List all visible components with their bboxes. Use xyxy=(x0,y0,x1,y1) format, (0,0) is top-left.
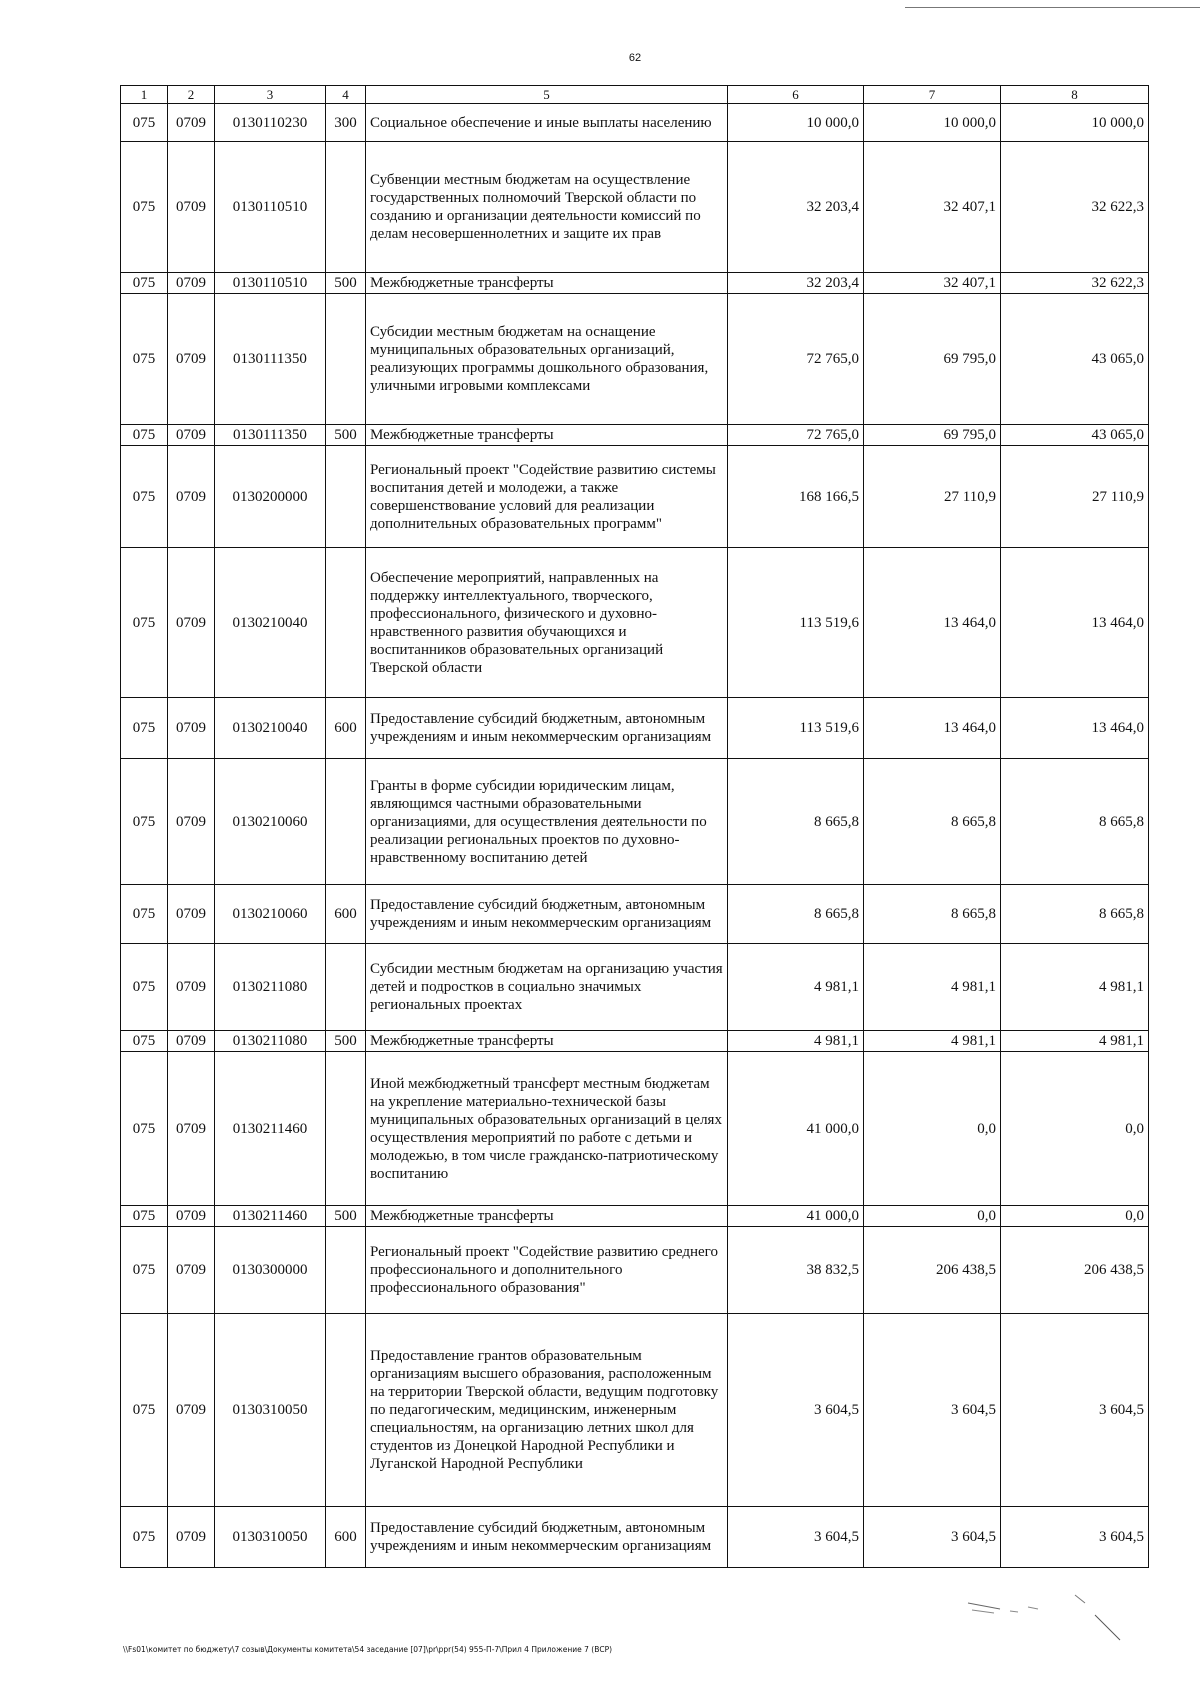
cell-amount-1: 32 203,4 xyxy=(728,273,864,294)
cell-ministry: 075 xyxy=(121,294,168,425)
cell-section: 0709 xyxy=(168,294,215,425)
cell-section: 0709 xyxy=(168,104,215,142)
cell-target-article: 0130110510 xyxy=(215,273,326,294)
budget-table-container xyxy=(120,85,1148,1568)
cell-amount-1: 38 832,5 xyxy=(728,1227,864,1314)
cell-amount-3: 13 464,0 xyxy=(1001,698,1149,759)
cell-target-article: 0130210060 xyxy=(215,759,326,885)
cell-section: 0709 xyxy=(168,1227,215,1314)
cell-amount-2: 8 665,8 xyxy=(864,759,1001,885)
table-row xyxy=(121,1314,1149,1507)
cell-target-article: 0130210040 xyxy=(215,698,326,759)
cell-amount-1: 3 604,5 xyxy=(728,1507,864,1568)
cell-section: 0709 xyxy=(168,1206,215,1227)
cell-description: Региональный проект "Содействие развитию среднего профессионального и дополнительного профессионального образования" xyxy=(366,1227,728,1314)
cell-expense-type xyxy=(326,446,366,548)
table-row xyxy=(121,944,1149,1031)
cell-expense-type: 500 xyxy=(326,425,366,446)
cell-target-article: 0130210040 xyxy=(215,548,326,698)
table-row xyxy=(121,548,1149,698)
cell-description: Межбюджетные трансферты xyxy=(366,1031,728,1052)
cell-expense-type xyxy=(326,759,366,885)
budget-table xyxy=(120,85,1149,1568)
cell-description: Предоставление субсидий бюджетным, автономным учреждениям и иным некоммерческим организациям xyxy=(366,698,728,759)
cell-expense-type: 500 xyxy=(326,1031,366,1052)
cell-ministry: 075 xyxy=(121,1031,168,1052)
cell-amount-1: 113 519,6 xyxy=(728,548,864,698)
cell-expense-type xyxy=(326,944,366,1031)
cell-section: 0709 xyxy=(168,698,215,759)
cell-target-article: 0130211080 xyxy=(215,944,326,1031)
header-col-8: 8 xyxy=(1001,86,1149,104)
cell-target-article: 0130211460 xyxy=(215,1052,326,1206)
header-col-2: 2 xyxy=(168,86,215,104)
cell-amount-1: 8 665,8 xyxy=(728,885,864,944)
cell-section: 0709 xyxy=(168,548,215,698)
cell-amount-3: 206 438,5 xyxy=(1001,1227,1149,1314)
cell-target-article: 0130211460 xyxy=(215,1206,326,1227)
table-row xyxy=(121,1052,1149,1206)
cell-amount-3: 3 604,5 xyxy=(1001,1314,1149,1507)
cell-amount-1: 168 166,5 xyxy=(728,446,864,548)
cell-description: Предоставление субсидий бюджетным, автономным учреждениям и иным некоммерческим организациям xyxy=(366,1507,728,1568)
cell-ministry: 075 xyxy=(121,698,168,759)
cell-amount-3: 8 665,8 xyxy=(1001,885,1149,944)
cell-ministry: 075 xyxy=(121,548,168,698)
cell-section: 0709 xyxy=(168,273,215,294)
cell-amount-3: 43 065,0 xyxy=(1001,294,1149,425)
cell-section: 0709 xyxy=(168,885,215,944)
cell-target-article: 0130211080 xyxy=(215,1031,326,1052)
cell-target-article: 0130111350 xyxy=(215,294,326,425)
footer-file-path: \\Fs01\комитет по бюджету\7 созыв\Документы комитета\54 заседание [07]\pr\ppr(54) 955-П-7\Прил 4 Приложение 7 (ВСР) xyxy=(123,1645,613,1654)
cell-amount-2: 13 464,0 xyxy=(864,698,1001,759)
cell-amount-2: 27 110,9 xyxy=(864,446,1001,548)
cell-amount-1: 41 000,0 xyxy=(728,1206,864,1227)
table-row xyxy=(121,1206,1149,1227)
header-col-7: 7 xyxy=(864,86,1001,104)
cell-section: 0709 xyxy=(168,142,215,273)
cell-ministry: 075 xyxy=(121,944,168,1031)
cell-amount-2: 0,0 xyxy=(864,1206,1001,1227)
cell-ministry: 075 xyxy=(121,273,168,294)
cell-section: 0709 xyxy=(168,425,215,446)
cell-ministry: 075 xyxy=(121,1052,168,1206)
cell-amount-3: 32 622,3 xyxy=(1001,142,1149,273)
cell-expense-type xyxy=(326,294,366,425)
cell-section: 0709 xyxy=(168,1314,215,1507)
header-col-4: 4 xyxy=(326,86,366,104)
cell-target-article: 0130111350 xyxy=(215,425,326,446)
cell-ministry: 075 xyxy=(121,425,168,446)
cell-target-article: 0130310050 xyxy=(215,1507,326,1568)
cell-amount-2: 3 604,5 xyxy=(864,1314,1001,1507)
cell-amount-2: 3 604,5 xyxy=(864,1507,1001,1568)
cell-description: Межбюджетные трансферты xyxy=(366,1206,728,1227)
cell-amount-2: 8 665,8 xyxy=(864,885,1001,944)
cell-description: Субсидии местным бюджетам на организацию участия детей и подростков в социально значимых региональных проектах xyxy=(366,944,728,1031)
header-row xyxy=(121,86,1149,104)
cell-description: Субсидии местным бюджетам на оснащение муниципальных образовательных организаций, реализующих программы дошкольного образования, уличными игровыми комплексами xyxy=(366,294,728,425)
cell-description: Региональный проект "Содействие развитию системы воспитания детей и молодежи, а также совершенствование условий для реализации дополнительных образовательных программ" xyxy=(366,446,728,548)
page-number: 62 xyxy=(628,52,642,64)
header-col-1: 1 xyxy=(121,86,168,104)
cell-amount-1: 3 604,5 xyxy=(728,1314,864,1507)
cell-section: 0709 xyxy=(168,446,215,548)
cell-ministry: 075 xyxy=(121,446,168,548)
cell-amount-3: 0,0 xyxy=(1001,1052,1149,1206)
cell-expense-type: 500 xyxy=(326,1206,366,1227)
header-col-5: 5 xyxy=(366,86,728,104)
cell-amount-3: 8 665,8 xyxy=(1001,759,1149,885)
cell-amount-3: 43 065,0 xyxy=(1001,425,1149,446)
table-row xyxy=(121,273,1149,294)
cell-description: Субвенции местным бюджетам на осуществление государственных полномочий Тверской области по созданию и организации деятельности комиссий по делам несовершеннолетних и защите их прав xyxy=(366,142,728,273)
cell-amount-2: 4 981,1 xyxy=(864,1031,1001,1052)
handwritten-marks xyxy=(960,1585,1130,1665)
cell-amount-2: 4 981,1 xyxy=(864,944,1001,1031)
cell-amount-3: 4 981,1 xyxy=(1001,944,1149,1031)
cell-description: Межбюджетные трансферты xyxy=(366,273,728,294)
cell-ministry: 075 xyxy=(121,759,168,885)
top-edge-line xyxy=(905,7,1200,8)
cell-expense-type: 300 xyxy=(326,104,366,142)
table-row xyxy=(121,104,1149,142)
cell-ministry: 075 xyxy=(121,142,168,273)
cell-section: 0709 xyxy=(168,1031,215,1052)
table-row xyxy=(121,698,1149,759)
cell-target-article: 0130110230 xyxy=(215,104,326,142)
cell-expense-type: 600 xyxy=(326,1507,366,1568)
cell-amount-2: 32 407,1 xyxy=(864,142,1001,273)
cell-amount-2: 69 795,0 xyxy=(864,425,1001,446)
cell-amount-1: 113 519,6 xyxy=(728,698,864,759)
cell-amount-3: 27 110,9 xyxy=(1001,446,1149,548)
table-row xyxy=(121,759,1149,885)
table-row xyxy=(121,1227,1149,1314)
cell-description: Социальное обеспечение и иные выплаты населению xyxy=(366,104,728,142)
cell-expense-type: 600 xyxy=(326,698,366,759)
cell-section: 0709 xyxy=(168,1507,215,1568)
cell-amount-2: 0,0 xyxy=(864,1052,1001,1206)
table-row xyxy=(121,425,1149,446)
cell-target-article: 0130300000 xyxy=(215,1227,326,1314)
table-row xyxy=(121,142,1149,273)
cell-expense-type: 600 xyxy=(326,885,366,944)
cell-amount-1: 32 203,4 xyxy=(728,142,864,273)
cell-amount-1: 72 765,0 xyxy=(728,294,864,425)
cell-ministry: 075 xyxy=(121,1206,168,1227)
cell-amount-3: 4 981,1 xyxy=(1001,1031,1149,1052)
cell-ministry: 075 xyxy=(121,1314,168,1507)
cell-amount-1: 4 981,1 xyxy=(728,1031,864,1052)
cell-expense-type xyxy=(326,548,366,698)
cell-expense-type: 500 xyxy=(326,273,366,294)
cell-amount-2: 206 438,5 xyxy=(864,1227,1001,1314)
table-row xyxy=(121,1507,1149,1568)
cell-expense-type xyxy=(326,1314,366,1507)
table-row xyxy=(121,446,1149,548)
cell-description: Иной межбюджетный трансферт местным бюджетам на укрепление материально-технической базы муниципальных образовательных организаций в целях осуществления мероприятий по работе с детьми и молодежью, в том числе гражданско-патриотическому воспитанию xyxy=(366,1052,728,1206)
table-row xyxy=(121,1031,1149,1052)
cell-section: 0709 xyxy=(168,759,215,885)
cell-amount-1: 4 981,1 xyxy=(728,944,864,1031)
cell-expense-type xyxy=(326,142,366,273)
cell-description: Предоставление субсидий бюджетным, автономным учреждениям и иным некоммерческим организациям xyxy=(366,885,728,944)
cell-amount-2: 10 000,0 xyxy=(864,104,1001,142)
cell-amount-1: 41 000,0 xyxy=(728,1052,864,1206)
cell-amount-1: 10 000,0 xyxy=(728,104,864,142)
cell-amount-3: 13 464,0 xyxy=(1001,548,1149,698)
cell-description: Гранты в форме субсидии юридическим лицам, являющимся частными образовательными организациями, для осуществления деятельности по реализации региональных проектов по духовно-нравственному воспитанию детей xyxy=(366,759,728,885)
cell-expense-type xyxy=(326,1052,366,1206)
header-col-3: 3 xyxy=(215,86,326,104)
table-row xyxy=(121,294,1149,425)
cell-ministry: 075 xyxy=(121,1227,168,1314)
cell-description: Предоставление грантов образовательным организациям высшего образования, расположенным на территории Тверской области, ведущим подготовку по педагогическим, медицинским, инженерным специальностям, на организацию летних школ для студентов из Донецкой Народной Республики и Луганской Народной Республики xyxy=(366,1314,728,1507)
cell-amount-3: 10 000,0 xyxy=(1001,104,1149,142)
cell-amount-2: 13 464,0 xyxy=(864,548,1001,698)
cell-amount-2: 32 407,1 xyxy=(864,273,1001,294)
cell-description: Обеспечение мероприятий, направленных на поддержку интеллектуального, творческого, профессионального, физического и духовно-нравственного развития обучающихся и воспитанников образовательных организаций Тверской области xyxy=(366,548,728,698)
cell-amount-2: 69 795,0 xyxy=(864,294,1001,425)
cell-ministry: 075 xyxy=(121,1507,168,1568)
cell-amount-1: 72 765,0 xyxy=(728,425,864,446)
cell-target-article: 0130110510 xyxy=(215,142,326,273)
cell-amount-1: 8 665,8 xyxy=(728,759,864,885)
cell-target-article: 0130200000 xyxy=(215,446,326,548)
cell-amount-3: 32 622,3 xyxy=(1001,273,1149,294)
cell-ministry: 075 xyxy=(121,104,168,142)
header-col-6: 6 xyxy=(728,86,864,104)
cell-section: 0709 xyxy=(168,1052,215,1206)
cell-target-article: 0130310050 xyxy=(215,1314,326,1507)
cell-target-article: 0130210060 xyxy=(215,885,326,944)
table-row xyxy=(121,885,1149,944)
cell-ministry: 075 xyxy=(121,885,168,944)
cell-description: Межбюджетные трансферты xyxy=(366,425,728,446)
cell-amount-3: 3 604,5 xyxy=(1001,1507,1149,1568)
cell-expense-type xyxy=(326,1227,366,1314)
cell-amount-3: 0,0 xyxy=(1001,1206,1149,1227)
cell-section: 0709 xyxy=(168,944,215,1031)
